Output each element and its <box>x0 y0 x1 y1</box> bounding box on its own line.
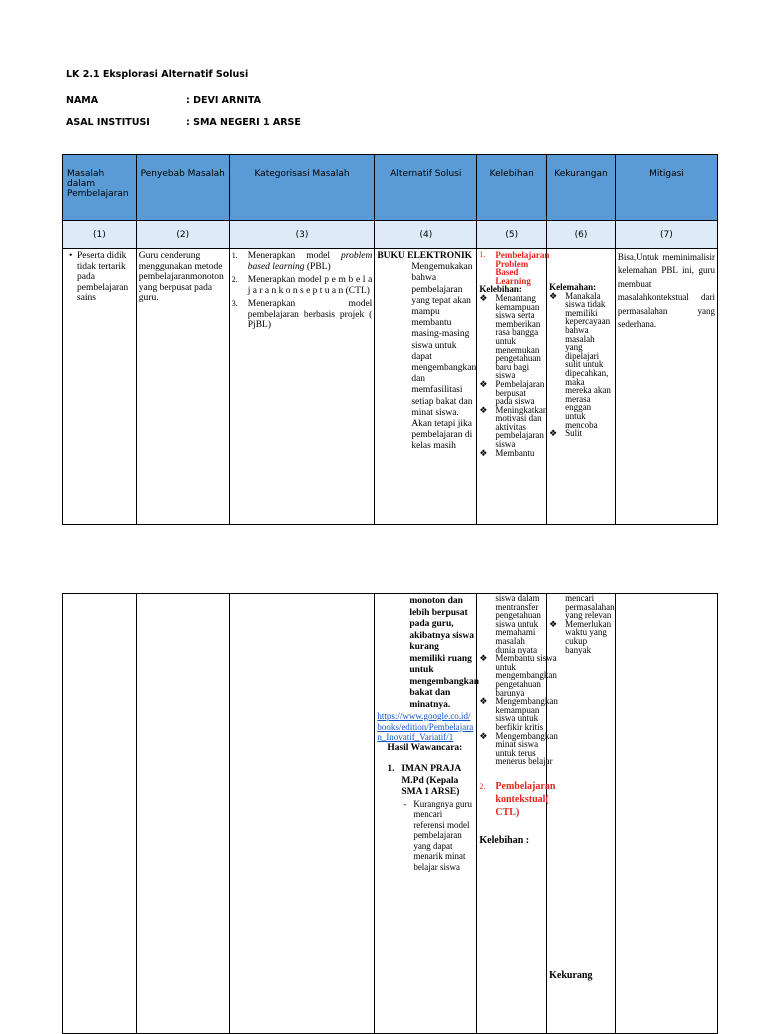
kategorisasi-text: Menerapkan model p e m b e l a j a r a n k o n s e p t u a n (CTL) <box>247 275 373 296</box>
kategorisasi-cell <box>229 249 375 525</box>
kelemahan-text: Memerlukan waktu yang cukup banyak <box>565 618 612 655</box>
kategorisasi-italic-text: problem based learning <box>247 251 373 272</box>
solusi-cell-cont: monoton dan lebih berpusat pada guru, akibatnya siswa kurang memiliki ruang untuk mengembangkan bakat dan minatnya. https://www.google.co.id/books/edition/Pembelajaran_Inovatif_Variatif/1 Hasil Wawancara: 1. IMAN PRAJA M.Pd (Kepala SMA 1 ARSE) - Kurangnya guru mencari referensi model pembelajaran yang dapat menarik minat belajar siswa <box>375 594 477 1034</box>
kelebihan-item <box>479 730 558 767</box>
kategorisasi-text-suffix: (PBL) <box>304 261 331 272</box>
masalah-text: Peserta didik tidak tertarik pada pembelajaran sains <box>77 251 129 303</box>
kelemahan-item <box>549 429 613 438</box>
kelebihan-text: Meningkatkan motivasi dan aktivitas pembelajaran siswa <box>495 404 548 450</box>
header-kategorisasi: Kategorisasi Masalah <box>229 155 375 221</box>
col-number-1: (1) <box>63 221 137 249</box>
col-number-3: (3) <box>229 221 375 249</box>
penyebab-text: Guru cenderung menggunakan metode pembelajaranmonoton yang berpusat pada guru. <box>138 251 224 303</box>
solution-table-part-1 <box>62 154 718 525</box>
diamond-bullet-icon: ❖ <box>479 447 488 458</box>
diamond-bullet-icon: ❖ <box>549 290 558 301</box>
page-title: LK 2.1 Eksplorasi Alternatif Solusi <box>66 69 249 80</box>
penyebab-cell <box>136 249 229 525</box>
asal-value: : SMA NEGERI 1 ARSE <box>186 117 301 128</box>
kategorisasi-cell-cont <box>229 594 375 1034</box>
kelebihan-item <box>479 696 558 732</box>
narasumber-name: IMAN PRAJA M.Pd (Kepala SMA 1 ARSE) <box>401 764 461 797</box>
kategorisasi-item <box>232 251 373 272</box>
kelebihan-text: Mengembangkan kemampuan siswa untuk berfikir kritis <box>495 696 558 732</box>
kelemahan-cont-text: mencari permasalahan yang relevan <box>565 593 615 621</box>
wawancara-title: Hasil Wawancara: <box>387 742 463 753</box>
kelebihan-cell-cont: siswa dalam mentransfer pengetahuan siswa untuk memahami masalah dunia nyata ❖ Membantu siswa untuk mengembangkan pengetahuan barunya ❖ Mengembangkan kemampuan siswa untuk berfikir kritis ❖ Mengembangkan minat siswa untuk terus menerus belajar 2. Pembelajaran kontekstual( CTL) Kelebihan : <box>477 594 547 1034</box>
kelebihan-item <box>479 404 548 450</box>
kategorisasi-list <box>230 249 375 336</box>
mitigasi-cell <box>615 249 717 525</box>
kategorisasi-text: Menerapkan model <box>247 251 341 261</box>
kelemahan-label: Kelemahan: <box>549 282 597 292</box>
col-number-5: (5) <box>477 221 547 249</box>
masalah-cell: • Peserta didik tidak tertarik pada pembelajaran sains <box>63 249 137 525</box>
diamond-bullet-icon: ❖ <box>479 730 488 741</box>
solusi-text: Mengemukakan bahwa pembelajaran yang tepat akan mampu membantu masing-masing siswa untuk dapat mengembangkan dan memfasilitasi setiap bakat dan minat siswa. Akan tetapi jika pembelajaran di kelas masih <box>411 262 477 452</box>
mitigasi-cell-cont <box>615 594 717 1034</box>
diamond-bullet-icon: ❖ <box>479 696 488 707</box>
col-number-7: (7) <box>615 221 717 249</box>
diamond-bullet-icon: ❖ <box>549 428 558 439</box>
solusi-title: BUKU ELEKTRONIK <box>377 251 473 261</box>
kekurangan-label-ctl: Kekurang <box>549 970 593 982</box>
kelebihan-text: Menantang kemampuan siswa serta memberikan rasa bangga untuk menemukan pengetahuan baru bagi siswa <box>495 292 541 381</box>
kelebihan-text: Pembelajaran berpusat pada siswa <box>495 378 545 407</box>
kategorisasi-text: Menerapkan model pembelajaran berbasis projek ( PjBL) <box>247 299 373 330</box>
kelemahan-cell <box>547 249 616 525</box>
kelebihan-item <box>479 294 544 380</box>
header-masalah: Masalah dalam Pembelajaran <box>63 155 137 221</box>
kelemahan-item <box>549 620 613 654</box>
kelemahan-list <box>549 292 613 438</box>
kelebihan-ctl-title: Pembelajaran kontekstual( CTL) <box>495 780 556 818</box>
kategorisasi-number: 1. <box>231 251 238 260</box>
mitigasi-text: Bisa,Untuk meminimalisir kelemahan PBL ini, guru membuat masalahkontekstual dari permasalahan yang sederhana. <box>617 252 715 330</box>
kelebihan-item <box>479 449 544 458</box>
kategorisasi-item <box>232 275 373 296</box>
kategorisasi-item <box>232 299 373 331</box>
header-penyebab: Penyebab Masalah <box>136 155 229 221</box>
kelebihan-cell: 1. Pembelajaran Problem Based Learning Kelebihan: ❖ Menantang kemampuan siswa serta memberikan rasa bangga untuk menemukan pengetahuan baru bagi siswa ❖ Pembelajaran berpusat pada siswa ❖ Meningkatkan motivasi dan aktivitas pembelajaran siswa ❖ Membantu <box>477 249 547 525</box>
header-kelebihan: Kelebihan <box>477 155 547 221</box>
kelebihan-text: Membantu siswa untuk mengembangkan pengetahuan barunya <box>495 653 557 698</box>
wawancara-point: Kurangnya guru mencari referensi model pembelajaran yang dapat menarik minat belajar siswa <box>413 798 473 872</box>
diamond-bullet-icon: ❖ <box>479 292 488 303</box>
col-number-2: (2) <box>136 221 229 249</box>
kelebihan-text: Mengembangkan minat siswa untuk terus menerus belajar <box>495 730 558 767</box>
kelebihan-label: Kelebihan: <box>479 284 522 295</box>
kelebihan-item <box>479 653 557 698</box>
kelebihan-cont-text: siswa dalam mentransfer pengetahuan siswa untuk memahami masalah dunia nyata <box>495 593 541 655</box>
solusi-cell <box>375 249 477 525</box>
solution-table-part-2 <box>62 593 718 1034</box>
col-number-4: (4) <box>375 221 477 249</box>
kelemahan-cell-cont <box>547 594 616 1034</box>
kelebihan-pbl-title: Pembelajaran Problem Based Learning <box>495 250 550 286</box>
asal-label: ASAL INSTITUSI <box>66 117 150 128</box>
header-kekurangan: Kekurangan <box>547 155 616 221</box>
kelemahan-item <box>549 292 613 430</box>
penyebab-cell-cont <box>136 594 229 1034</box>
kelebihan-list-cont <box>479 653 558 767</box>
header-alternatif: Alternatif Solusi <box>375 155 477 221</box>
kelemahan-list-cont <box>549 620 613 654</box>
nama-label: NAMA <box>66 95 99 106</box>
masalah-cell-cont <box>63 594 137 1034</box>
kelebihan-list <box>479 292 548 458</box>
nama-value: : DEVI ARNITA <box>186 95 261 106</box>
diamond-bullet-icon: ❖ <box>479 404 488 415</box>
header-mitigasi: Mitigasi <box>615 155 717 221</box>
solusi-cont-text: monoton dan lebih berpusat pada guru, akibatnya siswa kurang memiliki ruang untuk mengembangkan bakat dan minatnya. <box>409 596 479 710</box>
diamond-bullet-icon: ❖ <box>549 618 558 629</box>
kategorisasi-number: 3. <box>231 299 238 308</box>
kelebihan-label-ctl: Kelebihan : <box>479 834 530 846</box>
kelemahan-text: Manakala siswa tidak memiliki kepercayaan bahwa masalah yang dipelajari sulit untuk dipecahkan, maka mereka akan merasa enggan untuk mencoba <box>565 290 611 430</box>
kelebihan-item <box>479 380 544 406</box>
kategorisasi-number: 2. <box>231 275 238 284</box>
reference-link[interactable]: https://www.google.co.id/books/edition/Pembelajaran_Inovatif_Variatif/1 <box>377 711 474 742</box>
kelebihan-text: Membantu <box>495 447 535 458</box>
diamond-bullet-icon: ❖ <box>479 653 488 664</box>
kelemahan-text: Sulit <box>565 428 583 439</box>
col-number-6: (6) <box>547 221 616 249</box>
diamond-bullet-icon: ❖ <box>479 378 488 389</box>
